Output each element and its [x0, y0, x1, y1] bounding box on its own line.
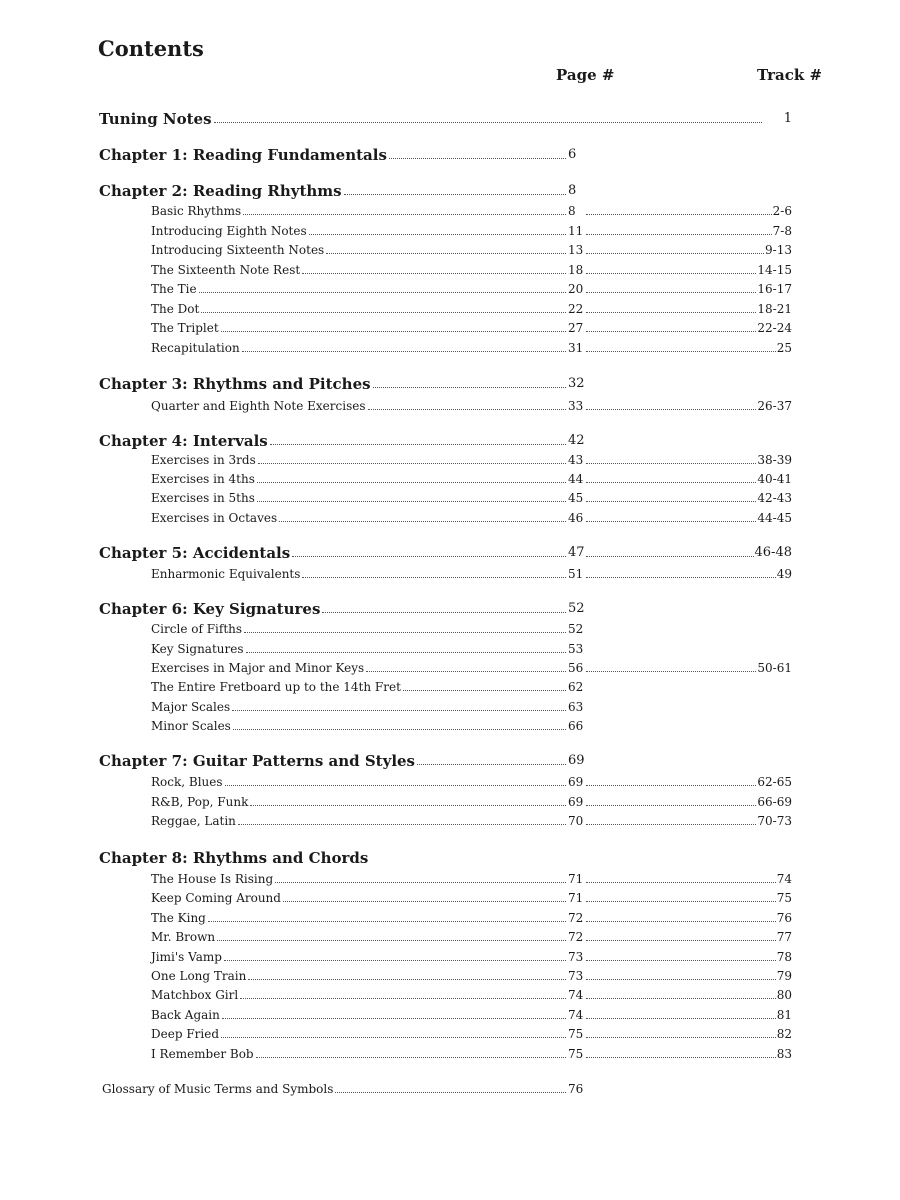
toc-entry: [0, 1025, 900, 1043]
toc-entry: [0, 909, 900, 927]
toc-entry: [0, 1045, 900, 1063]
dot-leader: [302, 273, 566, 274]
toc-entry: [0, 261, 900, 279]
dot-leader: [292, 556, 566, 557]
dot-leader: [586, 1037, 788, 1038]
page-number: 45: [568, 491, 584, 505]
page-number: 52: [568, 622, 584, 636]
track-number: 70-73: [757, 814, 792, 828]
page-number: 70: [568, 814, 584, 828]
toc-entry: [0, 451, 900, 469]
dot-leader: [250, 805, 566, 806]
toc-entry: [0, 300, 900, 318]
entry-title: Matchbox Girl: [151, 988, 239, 1002]
page-number: 27: [568, 321, 584, 335]
entry-title: Introducing Sixteenth Notes: [151, 243, 325, 257]
entry-title: Jimi's Vamp: [151, 950, 222, 964]
dot-leader: [586, 577, 788, 578]
entry-title: I Remember Bob: [151, 1047, 254, 1061]
page-number: 8: [568, 204, 576, 218]
dot-leader: [256, 1057, 566, 1058]
track-number: 74: [776, 872, 792, 886]
entry-title: The House Is Rising: [151, 872, 274, 886]
dot-leader: [586, 998, 788, 999]
dot-leader: [403, 690, 566, 691]
page-number: 73: [568, 969, 584, 983]
entry-title: Exercises in Major and Minor Keys: [151, 661, 365, 675]
entry-title: Enharmonic Equivalents: [151, 567, 301, 581]
entry-title: Chapter 6: Key Signatures: [99, 600, 321, 618]
toc-chapter-entry: [0, 600, 900, 618]
dot-leader: [270, 444, 566, 445]
toc-entry: [0, 509, 900, 527]
entry-title: Circle of Fifths: [151, 622, 243, 636]
track-number: 46-48: [754, 545, 792, 560]
track-number: 83: [776, 1047, 792, 1061]
track-number: 42-43: [757, 491, 792, 505]
entry-title: Chapter 5: Accidentals: [99, 544, 291, 562]
page-number: 52: [568, 601, 585, 616]
entry-title: Quarter and Eighth Note Exercises: [151, 399, 366, 413]
page-number: 76: [568, 1082, 584, 1096]
entry-title: Exercises in 5ths: [151, 491, 255, 505]
toc-chapter-entry: [0, 146, 900, 164]
dot-leader: [233, 729, 566, 730]
toc-entry: [0, 222, 900, 240]
dot-leader: [257, 501, 566, 502]
toc-entry: [0, 967, 900, 985]
entry-title: Exercises in 3rds: [151, 453, 256, 467]
dot-leader: [368, 409, 566, 410]
toc-entry: [0, 1080, 900, 1098]
dot-leader: [221, 1037, 566, 1038]
track-number: 26-37: [757, 399, 792, 413]
toc-entry: [0, 470, 900, 488]
dot-leader: [586, 940, 788, 941]
page-number: 11: [568, 224, 584, 238]
toc-entry: [0, 870, 900, 888]
dot-leader: [199, 292, 566, 293]
page-number: 44: [568, 472, 584, 486]
entry-title: Introducing Eighth Notes: [151, 224, 307, 238]
dot-leader: [586, 351, 788, 352]
page-number: 32: [568, 376, 585, 391]
track-number: 66-69: [757, 795, 792, 809]
track-number: 44-45: [757, 511, 792, 525]
toc-entry: [0, 986, 900, 1004]
dot-leader: [586, 214, 788, 215]
dot-leader: [586, 960, 788, 961]
page-number: 74: [568, 1008, 584, 1022]
toc-entry: [0, 489, 900, 507]
track-number: 2-6: [772, 204, 792, 218]
dot-leader: [586, 253, 788, 254]
dot-leader: [586, 979, 788, 980]
page-number: 43: [568, 453, 584, 467]
page-number: 71: [568, 891, 584, 905]
toc-chapter-entry: [0, 432, 900, 450]
entry-title: Basic Rhythms: [151, 204, 242, 218]
entry-title: Rock, Blues: [151, 775, 223, 789]
toc-entry: [0, 397, 900, 415]
dot-leader: [240, 998, 566, 999]
entry-title: Minor Scales: [151, 719, 231, 733]
dot-leader: [344, 194, 566, 195]
entry-title: The Dot: [151, 302, 200, 316]
track-number: 50-61: [757, 661, 792, 675]
dot-leader: [279, 521, 566, 522]
page-number: 72: [568, 911, 584, 925]
toc-entry: [0, 241, 900, 259]
entry-title: Chapter 8: Rhythms and Chords: [99, 849, 369, 867]
track-number: 7-8: [772, 224, 792, 238]
entry-title: Keep Coming Around: [151, 891, 281, 905]
dot-leader: [373, 387, 566, 388]
entry-title: The Triplet: [151, 321, 219, 335]
track-number: 82: [776, 1027, 792, 1041]
dot-leader: [586, 921, 788, 922]
entry-title: R&B, Pop, Funk: [151, 795, 249, 809]
track-number: 62-65: [757, 775, 792, 789]
toc-chapter-entry: [0, 110, 900, 128]
entry-title: Reggae, Latin: [151, 814, 236, 828]
entry-title: The King: [151, 911, 206, 925]
toc-entry: [0, 698, 900, 716]
entry-title: Chapter 7: Guitar Patterns and Styles: [99, 752, 416, 770]
toc-entry: [0, 659, 900, 677]
dot-leader: [586, 234, 788, 235]
entry-title: Glossary of Music Terms and Symbols: [102, 1082, 334, 1096]
entry-title: Chapter 2: Reading Rhythms: [99, 182, 342, 200]
page-number: 73: [568, 950, 584, 964]
page-number: 13: [568, 243, 584, 257]
dot-leader: [258, 463, 566, 464]
dot-leader: [232, 710, 566, 711]
toc-entry: [0, 620, 900, 638]
dot-leader: [275, 882, 566, 883]
toc-chapter-entry: [0, 375, 900, 393]
track-number: 18-21: [757, 302, 792, 316]
dot-leader: [586, 901, 788, 902]
dot-leader: [221, 331, 566, 332]
page-number: 53: [568, 642, 584, 656]
page-number: 75: [568, 1027, 584, 1041]
dot-leader: [326, 253, 566, 254]
page-number: 47: [568, 545, 585, 560]
dot-leader: [309, 234, 566, 235]
dot-leader: [586, 1018, 788, 1019]
track-number: 75: [776, 891, 792, 905]
entry-title: Chapter 1: Reading Fundamentals: [99, 146, 387, 164]
page-number: 56: [568, 661, 584, 675]
page-number: 63: [568, 700, 584, 714]
track-number: 9-13: [765, 243, 792, 257]
entry-title: Key Signatures: [151, 642, 244, 656]
dot-leader: [224, 960, 566, 961]
track-number: 40-41: [757, 472, 792, 486]
track-number: 22-24: [757, 321, 792, 335]
toc-entry: [0, 948, 900, 966]
page-number: 62: [568, 680, 584, 694]
entry-title: Mr. Brown: [151, 930, 216, 944]
page-number: 75: [568, 1047, 584, 1061]
dot-leader: [246, 652, 566, 653]
entry-title: The Entire Fretboard up to the 14th Fret: [151, 680, 401, 694]
entry-title: Chapter 3: Rhythms and Pitches: [99, 375, 371, 393]
entry-title: Chapter 4: Intervals: [99, 432, 268, 450]
toc-entry: [0, 928, 900, 946]
toc-chapter-entry: [0, 182, 900, 200]
toc-chapter-entry: [0, 849, 900, 867]
track-number: 1: [783, 111, 792, 126]
toc-entry: [0, 202, 900, 220]
entry-title: Exercises in Octaves: [151, 511, 278, 525]
dot-leader: [283, 901, 566, 902]
toc-entry: [0, 280, 900, 298]
dot-leader: [257, 482, 566, 483]
track-column-header: Track #: [757, 66, 823, 84]
toc-entry: [0, 773, 900, 791]
page-number: 31: [568, 341, 584, 355]
dot-leader: [217, 940, 566, 941]
dot-leader: [366, 671, 566, 672]
toc-entry: [0, 640, 900, 658]
dot-leader: [214, 122, 762, 123]
toc-chapter-entry: [0, 544, 900, 562]
entry-title: Recapitulation: [151, 341, 240, 355]
dot-leader: [222, 1018, 566, 1019]
dot-leader: [248, 979, 566, 980]
entry-title: Back Again: [151, 1008, 220, 1022]
dot-leader: [417, 764, 566, 765]
dot-leader: [322, 612, 566, 613]
entry-title: The Sixteenth Note Rest: [151, 263, 301, 277]
entry-title: Tuning Notes: [99, 110, 212, 128]
dot-leader: [389, 158, 566, 159]
track-number: 77: [776, 930, 792, 944]
page-number: 69: [568, 775, 584, 789]
entry-title: One Long Train: [151, 969, 247, 983]
entry-title: Deep Fried: [151, 1027, 220, 1041]
dot-leader: [242, 351, 566, 352]
toc-entry: [0, 717, 900, 735]
track-number: 78: [776, 950, 792, 964]
track-number: 38-39: [757, 453, 792, 467]
track-number: 25: [776, 341, 792, 355]
page-number: 42: [568, 433, 585, 448]
dot-leader: [201, 312, 566, 313]
track-number: 79: [776, 969, 792, 983]
page-number: 69: [568, 795, 584, 809]
track-number: 49: [776, 567, 792, 581]
track-number: 14-15: [757, 263, 792, 277]
page-number: 72: [568, 930, 584, 944]
page-number: 69: [568, 753, 585, 768]
toc-entry: [0, 319, 900, 337]
toc-entry: [0, 565, 900, 583]
track-number: 16-17: [757, 282, 792, 296]
entry-title: Exercises in 4ths: [151, 472, 255, 486]
page-number: 33: [568, 399, 584, 413]
dot-leader: [586, 1057, 788, 1058]
toc-chapter-entry: [0, 752, 900, 770]
toc-entry: [0, 678, 900, 696]
entry-title: The Tie: [151, 282, 197, 296]
page-number: 51: [568, 567, 584, 581]
track-number: 81: [776, 1008, 792, 1022]
page-number: 74: [568, 988, 584, 1002]
page-number: 6: [568, 147, 577, 162]
toc-entry: [0, 793, 900, 811]
dot-leader: [302, 577, 566, 578]
page-number: 20: [568, 282, 584, 296]
dot-leader: [244, 632, 566, 633]
track-number: 76: [776, 911, 792, 925]
dot-leader: [238, 824, 566, 825]
toc-entry: [0, 889, 900, 907]
contents-title: Contents: [98, 36, 204, 61]
page-number: 22: [568, 302, 584, 316]
toc-entry: [0, 812, 900, 830]
dot-leader: [243, 214, 566, 215]
page-number: 8: [568, 183, 577, 198]
page-number: 18: [568, 263, 584, 277]
dot-leader: [586, 882, 788, 883]
toc-entry: [0, 339, 900, 357]
dot-leader: [335, 1092, 566, 1093]
track-number: 80: [776, 988, 792, 1002]
entry-title: Major Scales: [151, 700, 231, 714]
dot-leader: [225, 785, 566, 786]
toc-entry: [0, 1006, 900, 1024]
dot-leader: [208, 921, 566, 922]
page-number: 66: [568, 719, 584, 733]
page-number: 71: [568, 872, 584, 886]
page-column-header: Page #: [556, 66, 615, 84]
page-number: 46: [568, 511, 584, 525]
